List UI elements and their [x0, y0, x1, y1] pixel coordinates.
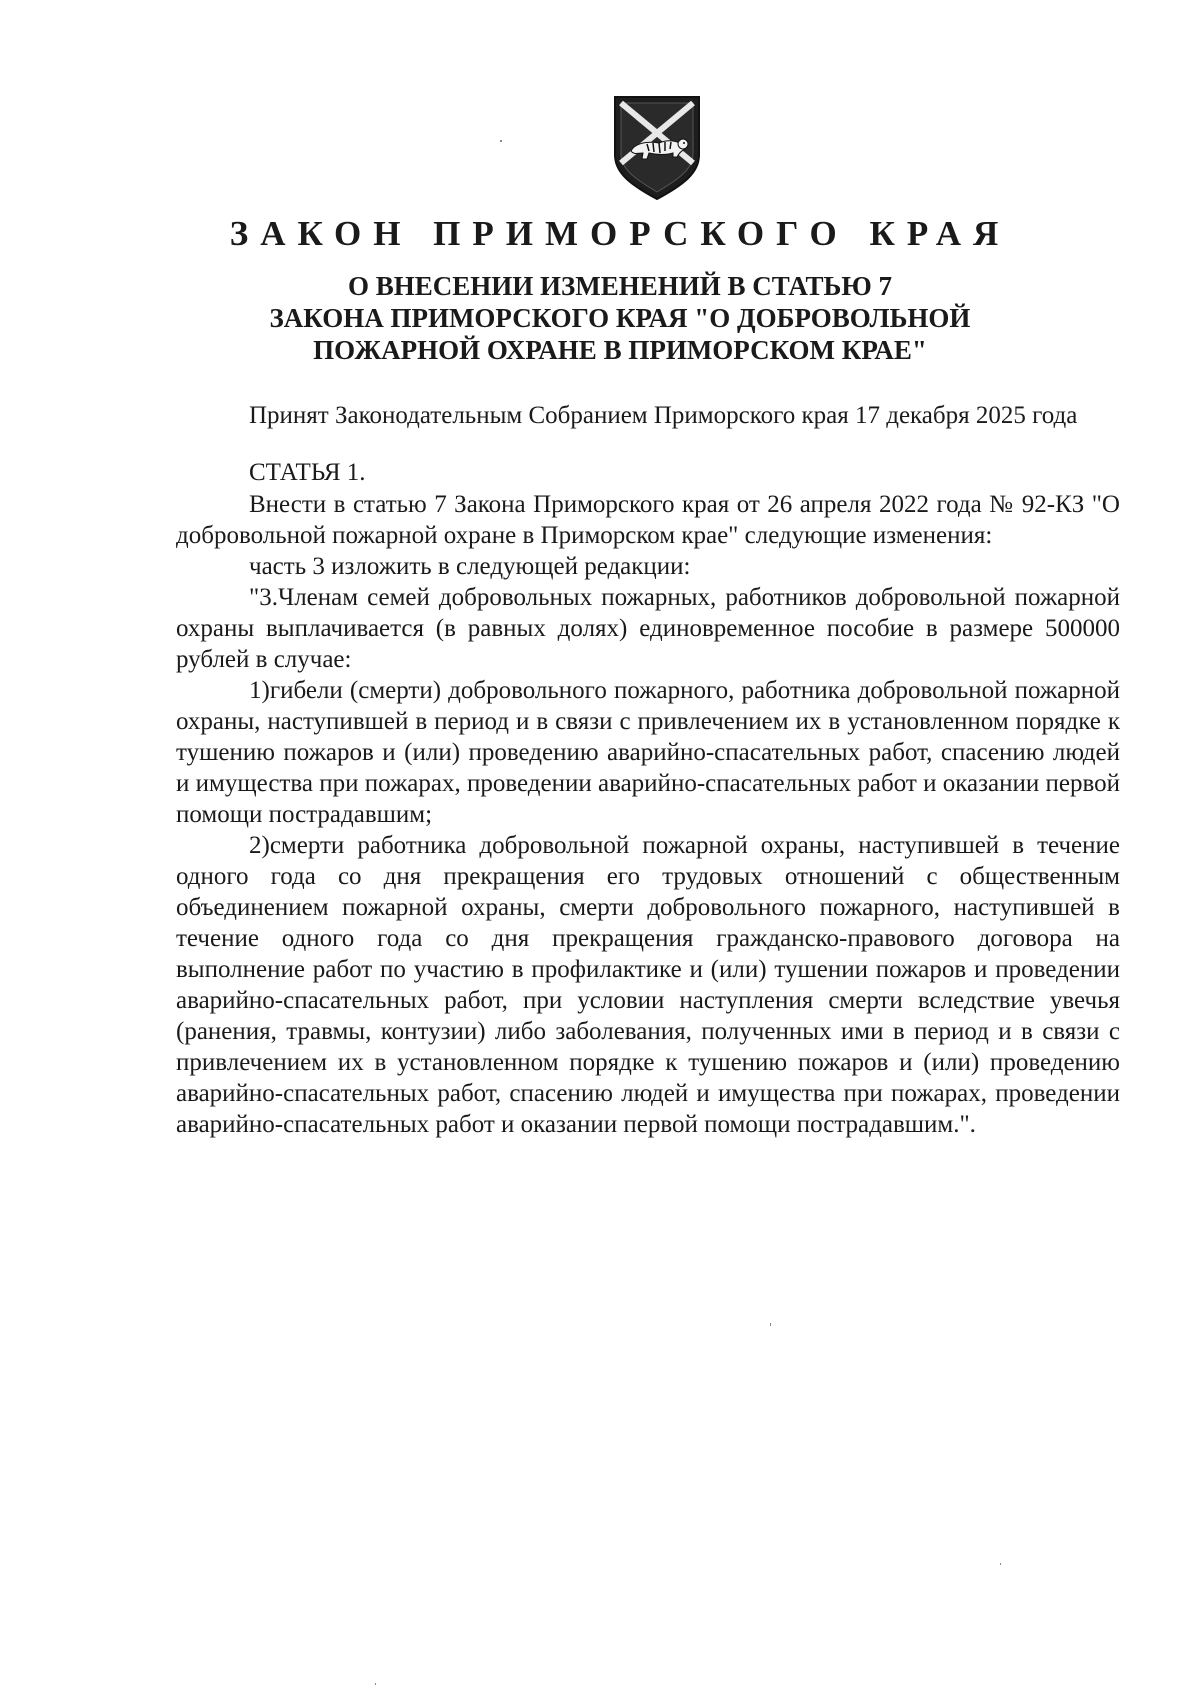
scan-speck — [770, 1323, 771, 1326]
subtitle-line: ЗАКОНА ПРИМОРСКОГО КРАЯ "О ДОБРОВОЛЬНОЙ — [269, 303, 971, 333]
scan-speck — [500, 140, 502, 142]
subtitle-line: О ВНЕСЕНИИ ИЗМЕНЕНИЙ В СТАТЬЮ 7 — [347, 271, 893, 301]
law-heading: ЗАКОН ПРИМОРСКОГО КРАЯ — [229, 214, 1011, 253]
scan-speck — [1000, 1563, 1001, 1565]
paragraph: часть 3 изложить в следующей редакции: — [249, 553, 691, 580]
law-body — [176, 400, 1120, 1140]
law-subtitle — [0, 270, 1200, 366]
paragraph: 2)смерти работника добровольной пожарной охраны, наступившей в течение одного года со дня прекращения его трудовых отношений с общественным объединением пожарной охраны, смерти добровольного пожарного, наступившей в течение одного года со дня прекращения гражданско-правового договора на выполнение работ по участию в профилактике и (или) тушении пожаров и проведении аварийно-спасательных работ, при условии наступления смерти вследствие увечья (ранения, травмы, контузии) либо заболевания, полученных ими в период и в связи с привлечением их в установленном порядке к тушению пожаров и (или) проведению аварийно-спасательных работ, спасению людей и имущества при пожарах, проведении аварийно-спасательных работ и оказании первой помощи пострадавшим.". — [176, 832, 1120, 1138]
paragraph: "3.Членам семей добровольных пожарных, работников добровольной пожарной охраны выплачивается (в равных долях) единовременное пособие в размере 500000 рублей в случае: — [176, 584, 1120, 673]
coat-of-arms-icon — [607, 93, 707, 203]
adoption-note: Принят Законодательным Собранием Приморского края 17 декабря 2025 года — [249, 402, 1078, 429]
article-title: СТАТЬЯ 1. — [249, 459, 366, 486]
paragraph: 1)гибели (смерти) добровольного пожарного, работника добровольной пожарной охраны, наступившей в период и в связи с привлечением их в установленном порядке к тушению пожаров и (или) проведению аварийно-спасательных работ, спасению людей и имущества при пожарах, проведении аварийно-спасательных работ и оказании первой помощи пострадавшим; — [176, 677, 1120, 828]
paragraph: Внести в статью 7 Закона Приморского края от 26 апреля 2022 года № 92-КЗ "О добровольной пожарной охране в Приморском крае" следующие изменения: — [176, 491, 1120, 549]
subtitle-line: ПОЖАРНОЙ ОХРАНЕ В ПРИМОРСКОМ КРАЕ" — [313, 335, 927, 365]
scan-speck — [375, 1683, 376, 1685]
